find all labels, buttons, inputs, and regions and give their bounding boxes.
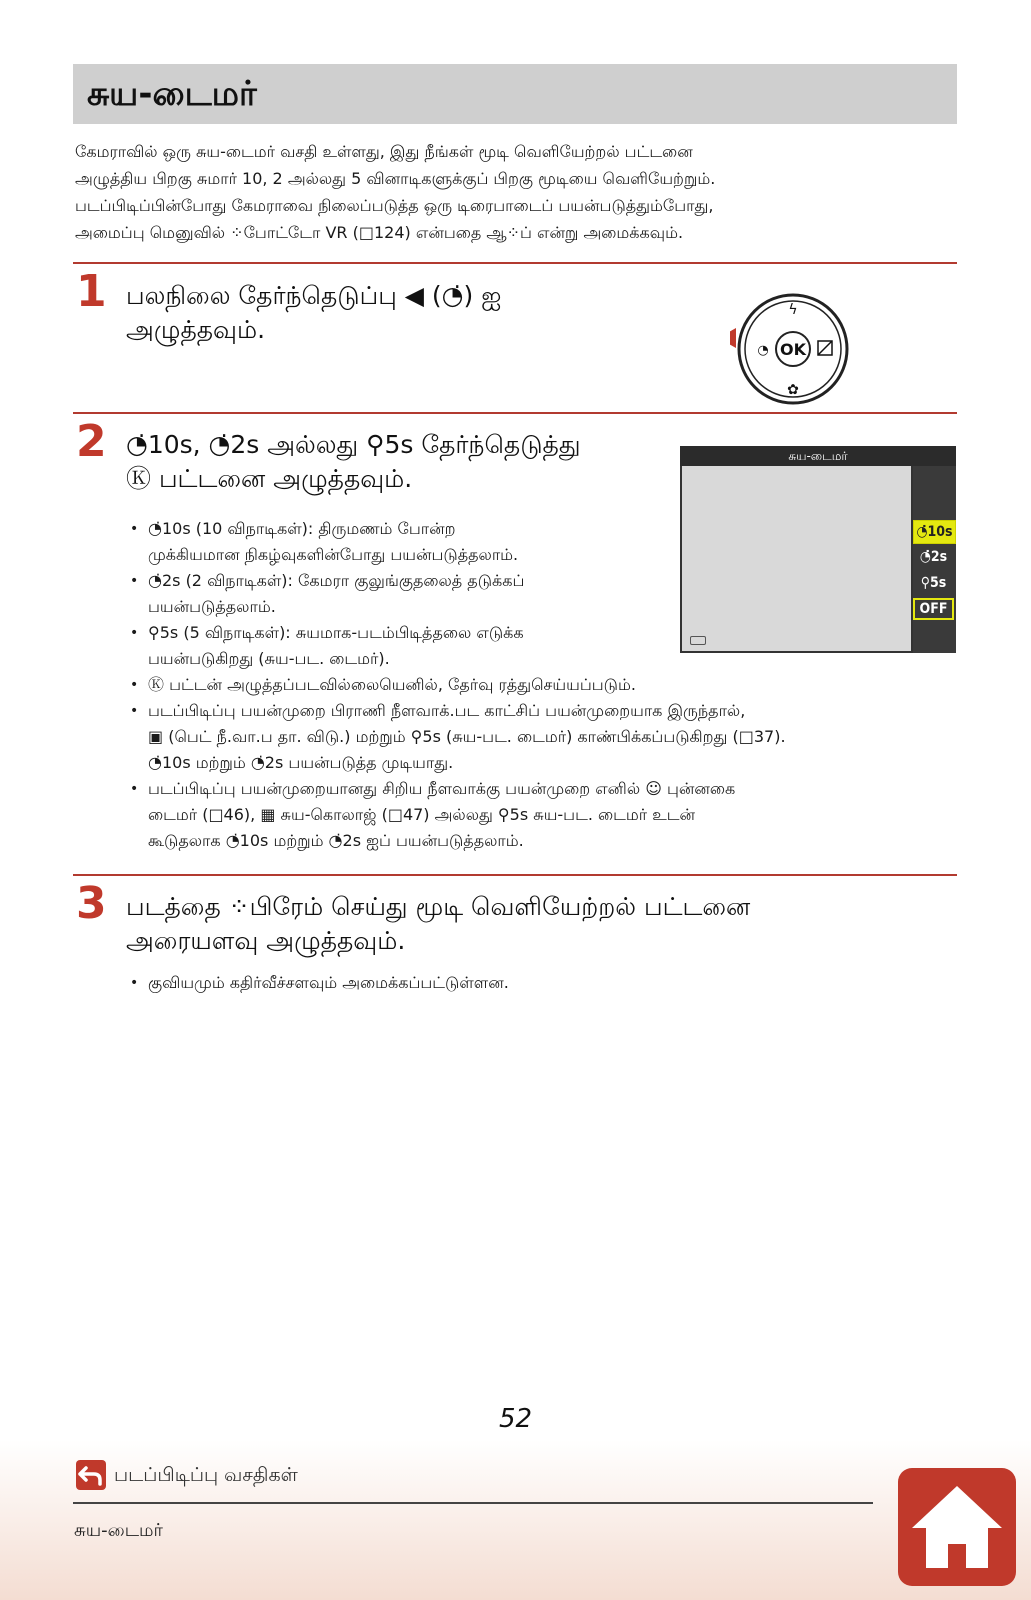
bullet-line: கூடுதலாக ◔̇10s மற்றும் ◔̇2s ஐப் பயன்படுத்தலாம். — [148, 831, 524, 850]
bullet-line: ◔̇10s (10 விநாடிகள்): திருமணம் போன்ற — [148, 519, 456, 538]
step-3-instruction — [126, 890, 750, 958]
page-title: சுய-டைமர் — [87, 74, 257, 114]
home-button[interactable] — [898, 1468, 1016, 1586]
lcd-option-10s[interactable]: ◔̇10s — [913, 520, 956, 544]
intro-line: அழுத்திய பிறகு சுமார் 10, 2 அல்லது 5 வினாடிகளுக்குப் பிறகு மூடியை வெளியேற்றும். — [75, 169, 716, 188]
ok-label: OK — [780, 340, 806, 359]
page-number: 52 — [498, 1404, 533, 1434]
intro-line: படப்பிடிப்பின்போது கேமராவை நிலைப்படுத்த ஒரு டிரைபாடைப் பயன்படுத்தும்போது, — [75, 196, 714, 215]
list-item: • படப்பிடிப்பு பயன்முறையானது சிறிய நீளவாக்கு பயன்முறை எனில் ☺ புன்னகை டைமர் (□46), ▦ சுய-கொலாஜ் (□47) அல்லது ⚲5s சுய-பட. டைமர் உடன் கூடுதலாக ◔̇10s மற்றும் ◔̇2s ஐப் பயன்படுத்தலாம். — [148, 776, 948, 854]
intro-line: கேமராவில் ஒரு சுய-டைமர் வசதி உள்ளது, இது நீங்கள் மூடி வெளியேற்றல் பட்டனை — [75, 142, 693, 161]
bullet-line: ◔̇10s மற்றும் ◔̇2s பயன்படுத்த முடியாது. — [148, 753, 454, 772]
self-timer-icon: ◔ — [757, 343, 769, 358]
divider — [73, 412, 957, 414]
list-item: • படப்பிடிப்பு பயன்முறை பிராணி நீளவாக்.பட காட்சிப் பயன்முறையாக இருந்தால், ▣ (பெட் நீ.வா.ப தா. விடு.) மற்றும் ⚲5s (சுய-பட. டைமர்) காண்பிக்கப்படுகிறது (□37). ◔̇10s மற்றும் ◔̇2s பயன்படுத்த முடியாது. — [148, 698, 948, 776]
section-link[interactable]: படப்பிடிப்பு வசதிகள் — [114, 1464, 298, 1486]
lcd-option-list — [913, 466, 956, 653]
list-item: • குவியமும் கதிர்வீச்சளவும் அமைக்கப்பட்டுள்ளன. — [148, 970, 928, 996]
step-3-line: படத்தை ⁘பிரேம் செய்து மூடி வெளியேற்றல் பட்டனை — [126, 892, 751, 921]
bullet-line: டைமர் (□46), ▦ சுய-கொலாஜ் (□47) அல்லது ⚲5s சுய-பட. டைமர் உடன் — [148, 805, 695, 824]
breadcrumb: சுய-டைமர் — [74, 1520, 163, 1541]
bullet-line: படப்பிடிப்பு பயன்முறையானது சிறிய நீளவாக்கு பயன்முறை எனில் ☺ புன்னகை — [148, 779, 736, 798]
bullet-line: ◔̇2s (2 விநாடிகள்): கேமரா குலுங்குதலைத் தடுக்கப் — [148, 571, 525, 590]
bullet-line: குவியமும் கதிர்வீச்சளவும் அமைக்கப்பட்டுள்ளன. — [148, 973, 509, 992]
bullet-line: படப்பிடிப்பு பயன்முறை பிராணி நீளவாக்.பட காட்சிப் பயன்முறையாக இருந்தால், — [148, 701, 746, 720]
step-3-number: 3 — [76, 878, 107, 929]
list-item: • Ⓚ பட்டன் அழுத்தப்படவில்லையெனில், தேர்வு ரத்துசெய்யப்படும். — [148, 672, 948, 698]
dial-illustration — [730, 286, 856, 412]
bullet-line: பயன்படுகிறது (சுய-பட. டைமர்). — [148, 649, 390, 668]
bullet-line: முக்கியமான நிகழ்வுகளின்போது பயன்படுத்தலாம். — [148, 545, 519, 564]
bullet-line: Ⓚ பட்டன் அழுத்தப்படவில்லையெனில், தேர்வு ரத்துசெய்யப்படும். — [148, 675, 636, 694]
divider — [73, 874, 957, 876]
title-bar — [73, 64, 957, 124]
bullet-line: ▣ (பெட் நீ.வா.ப தா. விடு.) மற்றும் ⚲5s (சுய-பட. டைமர்) காண்பிக்கப்படுகிறது (□37). — [148, 727, 786, 746]
flash-icon: ϟ — [788, 302, 798, 318]
list-item: • ◔̇10s (10 விநாடிகள்): திருமணம் போன்ற முக்கியமான நிகழ்வுகளின்போது பயன்படுத்தலாம். — [148, 516, 628, 568]
list-item: • ◔̇2s (2 விநாடிகள்): கேமரா குலுங்குதலைத் தடுக்கப் பயன்படுத்தலாம். — [148, 568, 628, 620]
step-2-number: 2 — [76, 416, 107, 467]
step-1-instruction — [126, 279, 501, 347]
lcd-option-5s[interactable]: ⚲5s — [920, 575, 947, 591]
home-icon — [898, 1468, 1016, 1586]
lcd-title: சுய-டைமர் — [680, 446, 956, 466]
macro-icon: ✿ — [787, 382, 799, 398]
lcd-option-off[interactable]: OFF — [913, 598, 954, 620]
step-3-line: அரையளவு அழுத்தவும். — [126, 926, 406, 955]
step-1-line: அழுத்தவும். — [126, 315, 266, 344]
intro-paragraph — [75, 138, 955, 246]
bullet-line: ⚲5s (5 விநாடிகள்): சுயமாக-படம்பிடித்தலை எடுக்க — [148, 623, 524, 642]
step-1-number: 1 — [76, 266, 107, 317]
lcd-preview — [682, 466, 911, 651]
back-icon[interactable] — [76, 1460, 106, 1490]
step-2-instruction — [126, 428, 581, 496]
divider — [73, 262, 957, 264]
bullet-line: பயன்படுத்தலாம். — [148, 597, 276, 616]
footer-divider — [73, 1502, 873, 1504]
intro-line: அமைப்பு மெனுவில் ⁘போட்டோ VR (□124) என்பதை ஆ⁘ப் என்று அமைக்கவும். — [75, 223, 684, 242]
battery-icon — [690, 636, 706, 645]
left-arrow-icon — [730, 328, 736, 348]
multi-selector-dial — [730, 286, 856, 412]
list-item: • ⚲5s (5 விநாடிகள்): சுயமாக-படம்பிடித்தலை எடுக்க பயன்படுகிறது (சுய-பட. டைமர்). — [148, 620, 628, 672]
camera-lcd-menu — [680, 446, 956, 653]
lcd-option-2s[interactable]: ◔̇2s — [919, 549, 948, 565]
step-2-line: Ⓚ பட்டனை அழுத்தவும். — [126, 464, 413, 493]
step-1-line: பலநிலை தேர்ந்தெடுப்பு ◀ (◔̇) ஐ — [126, 281, 502, 310]
step-2-line: ◔̇10s, ◔̇2s அல்லது ⚲5s தேர்ந்தெடுத்து — [126, 430, 581, 459]
